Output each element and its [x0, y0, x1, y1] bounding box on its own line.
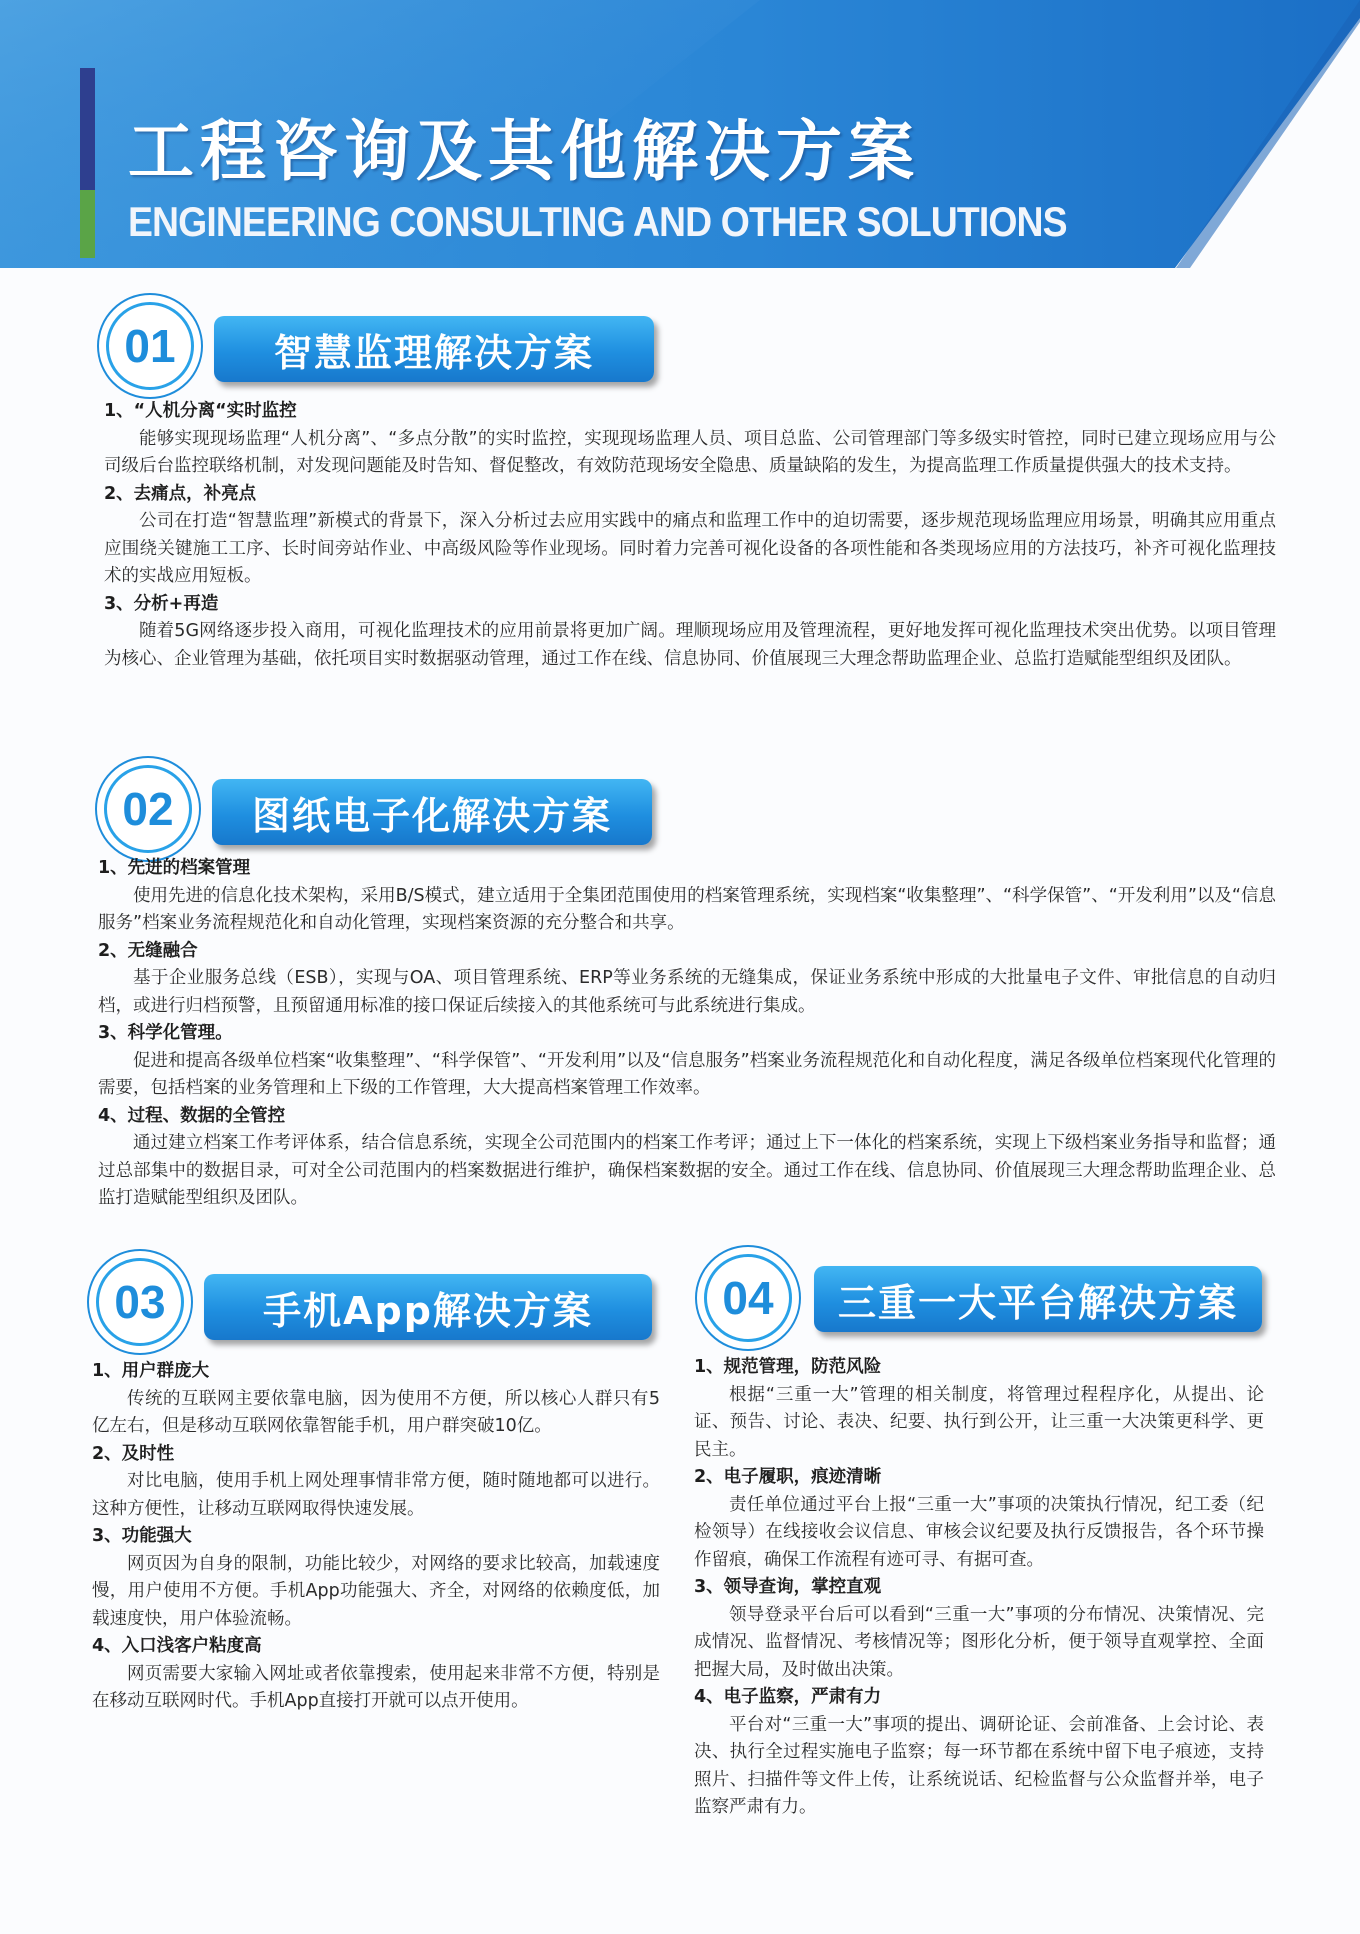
section-number-badge: 04	[704, 1254, 792, 1342]
section-03-body	[92, 1358, 660, 1716]
header-banner	[0, 0, 1360, 272]
section-number-badge: 02	[104, 765, 192, 853]
item-text: 基于企业服务总线（ESB），实现与OA、项目管理系统、ERP等业务系统的无缝集成，保证业务系统中形成的大批量电子文件、审批信息的自动归档，或进行归档预警，且预留通用标准的接口保证后续接入的其他系统可与此系统进行集成。	[98, 968, 1276, 1016]
section-04-header	[704, 1254, 1264, 1346]
item-text: 对比电脑，使用手机上网处理事情非常方便，随时随地都可以进行。这种方便性，让移动互联网取得快速发展。	[92, 1471, 660, 1519]
item-heading: 4、过程、数据的全管控	[98, 1105, 286, 1126]
section-title: 手机App解决方案	[204, 1274, 652, 1340]
item-text: 领导登录平台后可以看到“三重一大”事项的分布情况、决策情况、完成情况、监督情况、考核情况等；图形化分析，便于领导直观掌控、全面把握大局，及时做出决策。	[694, 1604, 1264, 1680]
item-text: 公司在打造“智慧监理”新模式的背景下，深入分析过去应用实践中的痛点和监理工作中的迫切需要，逐步规范现场监理应用场景，明确其应用重点应围绕关键施工工序、长时间旁站作业、中高级风险等作业现场。同时着力完善可视化设备的各项性能和各类现场应用的方法技巧，补齐可视化监理技术的实战应用短板。	[104, 511, 1276, 586]
section-title: 智慧监理解决方案	[214, 316, 654, 382]
item-heading: 1、规范管理，防范风险	[694, 1357, 882, 1377]
item-heading: 2、去痛点，补亮点	[104, 483, 257, 504]
item-text: 责任单位通过平台上报“三重一大”事项的决策执行情况，纪工委（纪检领导）在线接收会议信息、审核会议纪要及执行反馈报告，各个环节操作留痕，确保工作流程有迹可寻、有据可查。	[694, 1494, 1264, 1570]
item-heading: 2、无缝融合	[98, 940, 198, 961]
page-subtitle: ENGINEERING CONSULTING AND OTHER SOLUTIONS	[128, 198, 1067, 245]
section-title: 三重一大平台解决方案	[814, 1266, 1262, 1332]
item-text: 网页需要大家输入网址或者依靠搜索，使用起来非常不方便，特别是在移动互联网时代。手机App直接打开就可以点开使用。	[92, 1663, 660, 1711]
section-04-body	[694, 1354, 1264, 1822]
section-03-header	[96, 1258, 656, 1350]
item-text: 促进和提高各级单位档案“收集整理”、“科学保管”、“开发利用”以及“信息服务”档案业务流程规范化和自动化程度，满足各级单位档案现代化管理的需要，包括档案的业务管理和上下级的工作管理，大大提高档案管理工作效率。	[98, 1050, 1276, 1098]
item-heading: 3、分析+再造	[104, 593, 219, 614]
section-02-body	[98, 855, 1276, 1213]
section-title: 图纸电子化解决方案	[212, 779, 652, 845]
item-text: 传统的互联网主要依靠电脑，因为使用不方便，所以核心人群只有5亿左右，但是移动互联网依靠智能手机，用户群突破10亿。	[92, 1388, 660, 1436]
item-text: 使用先进的信息化技术架构，采用B/S模式，建立适用于全集团范围使用的档案管理系统，实现档案“收集整理”、“科学保管”、“开发利用”以及“信息服务”档案业务流程规范化和自动化管理，实现档案资源的充分整合和共享。	[98, 885, 1276, 933]
item-heading: 1、“人机分离“实时监控	[104, 401, 297, 421]
section-01-body	[104, 398, 1276, 673]
item-text: 能够实现现场监理“人机分离”、“多点分散”的实时监控，实现现场监理人员、项目总监、公司管理部门等多级实时管控，同时已建立现场应用与公司级后台监控联络机制，对发现问题能及时告知、督促整改，有效防范现场安全隐患、质量缺陷的发生，为提高监理工作质量提供强大的技术支持。	[104, 428, 1276, 476]
page-title: 工程咨询及其他解决方案	[128, 112, 920, 190]
item-text: 随着5G网络逐步投入商用，可视化监理技术的应用前景将更加广阔。理顺现场应用及管理流程，更好地发挥可视化监理技术突出优势。以项目管理为核心、企业管理为基础，依托项目实时数据驱动管理，通过工作在线、信息协同、价值展现三大理念帮助监理企业、总监打造赋能型组织及团队。	[104, 621, 1276, 669]
item-heading: 4、电子监察，严肃有力	[694, 1687, 882, 1707]
section-number-badge: 01	[106, 302, 194, 390]
item-heading: 4、入口浅客户粘度高	[92, 1636, 262, 1656]
item-heading: 1、先进的档案管理	[98, 858, 251, 878]
item-heading: 2、电子履职，痕迹清晰	[694, 1467, 882, 1487]
item-text: 平台对“三重一大”事项的提出、调研论证、会前准备、上会讨论、表决、执行全过程实施电子监察；每一环节都在系统中留下电子痕迹，支持照片、扫描件等文件上传，让系统说话、纪检监督与公众监督并举，电子监察严肃有力。	[694, 1714, 1264, 1817]
item-text: 根据“三重一大”管理的相关制度，将管理过程程序化，从提出、论证、预告、讨论、表决、纪要、执行到公开，让三重一大决策更科学、更民主。	[694, 1384, 1264, 1460]
item-text: 通过建立档案工作考评体系，结合信息系统，实现全公司范围内的档案工作考评；通过上下一体化的档案系统，实现上下级档案业务指导和监督；通过总部集中的数据目录，可对全公司范围内的档案数据进行维护，确保档案数据的安全。通过工作在线、信息协同、价值展现三大理念帮助监理企业、总监打造赋能型组织及团队。	[98, 1133, 1276, 1208]
item-text: 网页因为自身的限制，功能比较少，对网络的要求比较高，加载速度慢，用户使用不方便。手机App功能强大、齐全，对网络的依赖度低，加载速度快，用户体验流畅。	[92, 1553, 660, 1629]
item-heading: 2、及时性	[92, 1443, 175, 1464]
item-heading: 3、功能强大	[92, 1526, 192, 1546]
section-02-header	[104, 765, 664, 857]
item-heading: 3、科学化管理。	[98, 1023, 233, 1043]
section-number-badge: 03	[96, 1258, 184, 1346]
item-heading: 1、用户群庞大	[92, 1361, 210, 1381]
section-01-header	[106, 302, 666, 394]
item-heading: 3、领导查询，掌控直观	[694, 1577, 882, 1597]
